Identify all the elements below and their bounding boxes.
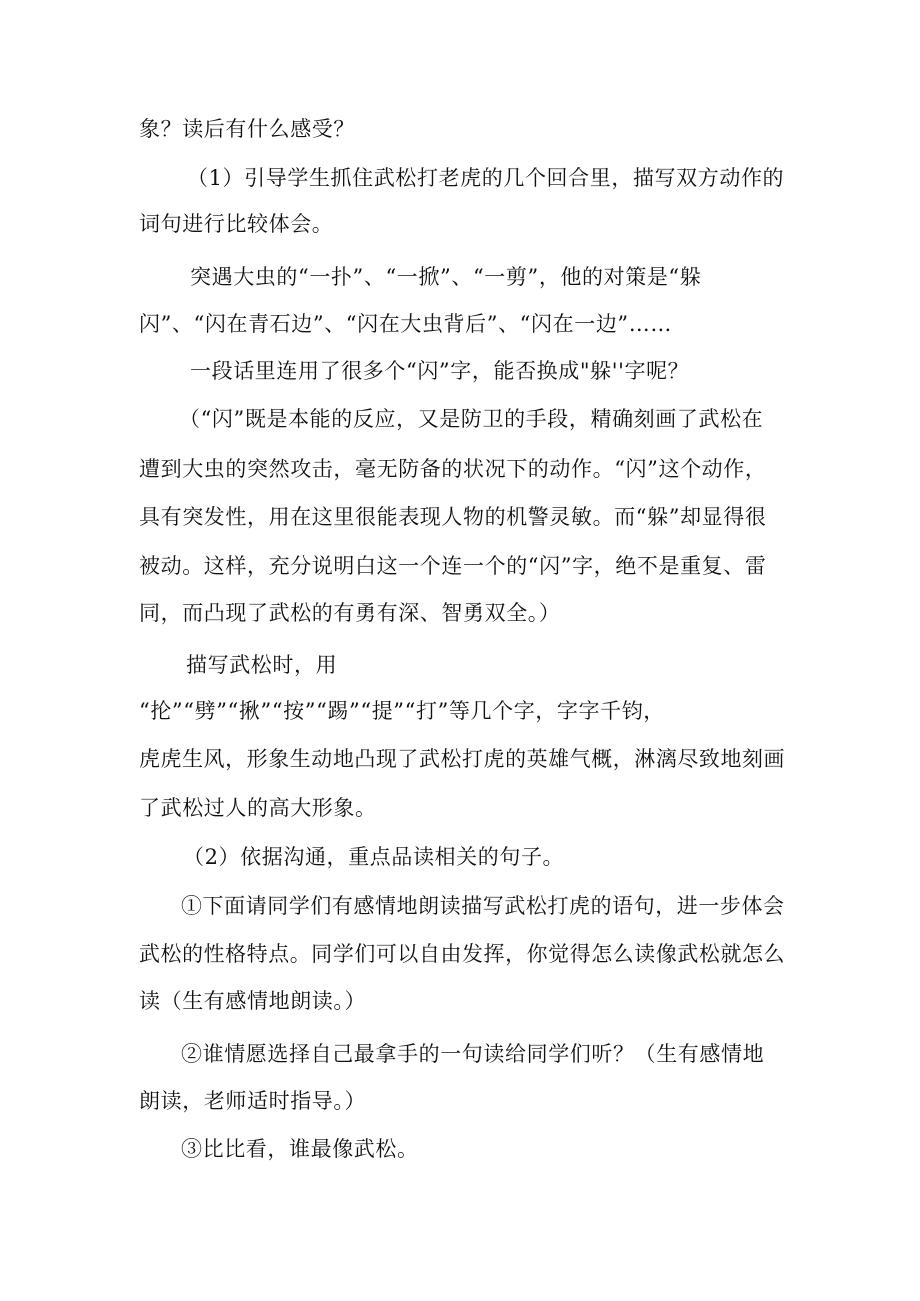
text-line: ③比比看，谁最像武松。 (181, 1137, 419, 1161)
text-line: 具有突发性，用在这里很能表现人物的机警灵敏。而“躲”却显得很 (139, 505, 767, 529)
text-line: ②谁情愿选择自己最拿手的一句读给同学们听？（生有感情地 (181, 1042, 765, 1066)
text-line: 闪”、“闪在青石边”、“闪在大虫背后”、“闪在一边”…… (139, 312, 672, 336)
text-line: 象？读后有什么感受？ (139, 117, 355, 141)
text-line: 遭到大虫的突然攻击，毫无防备的状况下的动作。“闪”这个动作， (139, 457, 767, 481)
text-line: ①下面请同学们有感情地朗读描写武松打虎的语句，进一步体会 (181, 894, 785, 918)
text-line: 虎虎生风，形象生动地凸现了武松打虎的英雄气概，淋漓尽致地刻画 (139, 747, 786, 771)
text-line: 被动。这样，充分说明白这一个连一个的“闪”字，绝不是重复、雷 (139, 554, 767, 578)
text-line: 朗读，老师适时指导。） (139, 1089, 367, 1113)
text-line: （1）引导学生抓住武松打老虎的几个回合里，描写双方动作的 (187, 166, 785, 190)
text-line: 突遇大虫的“一扑”、“一掀”、“一剪”，他的对策是“躲 (190, 265, 702, 289)
text-line: 读（生有感情地朗读。） (139, 989, 367, 1013)
text-line: 词句进行比较体会。 (139, 212, 334, 236)
text-line: 描写武松时，用 (186, 653, 338, 677)
text-line: （“闪”既是本能的反应，又是防卫的手段，精确刻画了武松在 (179, 407, 764, 431)
text-line: （2）依据沟通，重点品读相关的句子。 (183, 845, 565, 869)
text-line: 一段话里连用了很多个“闪”字，能否换成"躲''字呢？ (190, 359, 690, 383)
text-line: “抡”“劈”“揪”“按”“踢”“提”“打”等几个字，字字千钧， (139, 699, 665, 723)
text-line: 同，而凸现了武松的有勇有深、智勇双全。） (139, 601, 561, 625)
text-line: 了武松过人的高大形象。 (139, 796, 377, 820)
text-line: 武松的性格特点。同学们可以自由发挥，你觉得怎么读像武松就怎么 (139, 942, 786, 966)
